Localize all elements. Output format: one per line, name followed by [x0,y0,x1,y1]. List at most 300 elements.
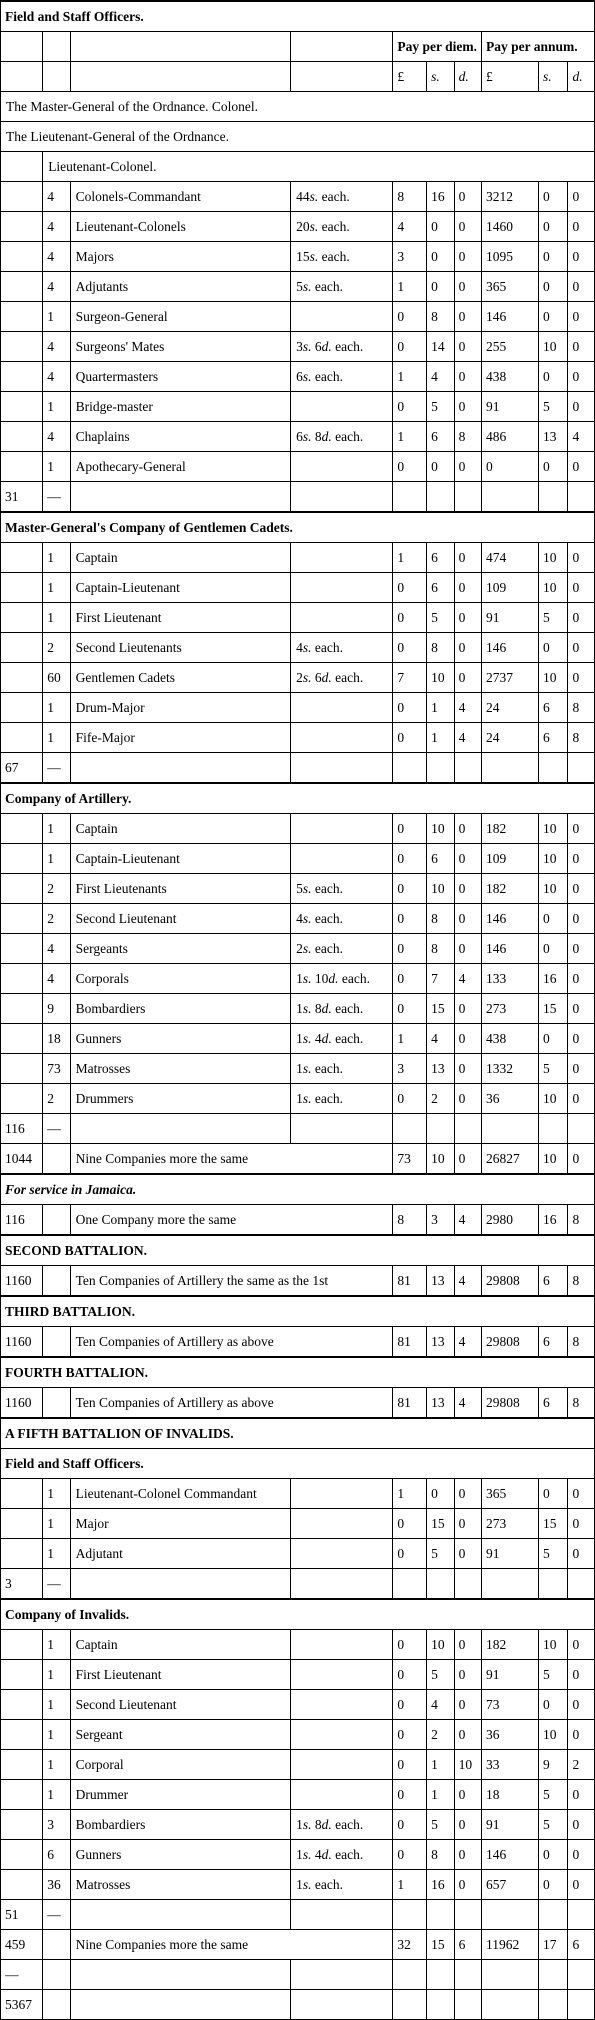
table-row [1,904,595,934]
per-diem-amount: 5 [427,1810,454,1840]
rate-part: 6 [311,669,322,685]
per-annum-amount: 5 [538,1810,568,1840]
per-annum-amount: 8 [568,1266,595,1297]
count-cell: 1 [43,1539,70,1569]
per-diem-amount: 0 [393,1509,427,1539]
table-cell [538,1960,568,1990]
rate-part: 15 [296,248,310,264]
rate-cell [291,272,393,302]
table-row [1,1509,595,1539]
rank-cell: Second Lieutenant [70,904,290,934]
rate-part: 6 [296,368,303,384]
table-row [1,1840,595,1870]
count-cell: 3 [43,1810,70,1840]
rate-cell [291,723,393,753]
rank-cell: Sergeant [70,1720,290,1750]
per-diem-amount: 6 [454,1930,481,1960]
table-cell [454,1900,481,1930]
rank-cell: Drummers [70,1084,290,1114]
rate-part: each. [311,1090,343,1106]
per-diem-amount: 2 [427,1720,454,1750]
rank-cell: Captain-Lieutenant [70,573,290,603]
table-cell [291,1960,393,1990]
per-diem-amount: 0 [454,182,481,212]
per-annum-amount: 109 [481,844,538,874]
rate-part: s. [309,218,319,234]
count-cell: 1 [43,1479,70,1509]
per-annum-amount: 0 [568,1084,595,1114]
per-annum-amount: 0 [568,1840,595,1870]
summary-text: Ten Companies of Artillery as above [70,1327,393,1358]
table-cell [1,62,43,92]
per-annum-amount: 9 [538,1750,568,1780]
table-row [1,814,595,844]
per-annum-amount: 1095 [481,242,538,272]
per-diem-amount: 0 [454,573,481,603]
rate-cell [291,1780,393,1810]
table-row [1,362,595,392]
rank-cell: Second Lieutenant [70,1690,290,1720]
table-row [1,1870,595,1900]
per-annum-amount: 10 [538,332,568,362]
per-diem-amount: 1 [393,362,427,392]
count-cell: — [43,482,70,513]
per-diem-amount: 8 [393,182,427,212]
rate-cell [291,242,393,272]
per-diem-amount: 0 [454,633,481,663]
table-cell [43,62,70,92]
per-diem-amount: 0 [454,663,481,693]
rate-part: each. [318,248,350,264]
table-row [1,543,595,573]
per-annum-amount: 10 [538,1084,568,1114]
total-cell [1,272,43,302]
per-annum-amount: 3212 [481,182,538,212]
per-diem-amount: 15 [427,994,454,1024]
total-cell [1,1750,43,1780]
section-heading-row [1,1,595,32]
per-annum-amount: 0 [568,904,595,934]
rank-cell: Lieutenant-Colonel Commandant [70,1479,290,1509]
rate-part: 5 [296,880,303,896]
total-cell: 3 [1,1569,43,1600]
per-diem-amount: 1 [427,1750,454,1780]
total-cell: 116 [1,1205,43,1236]
per-annum-amount: 0 [568,1144,595,1175]
per-diem-amount: 0 [393,1539,427,1569]
per-diem-amount: 0 [454,1024,481,1054]
per-annum-amount: 5 [538,1780,568,1810]
currency-unit: d. [568,62,595,92]
per-annum-amount: 0 [568,182,595,212]
total-cell [1,1539,43,1569]
per-diem-amount: 0 [393,1720,427,1750]
rate-part: 8 [311,428,322,444]
per-annum-amount: 273 [481,994,538,1024]
per-annum-amount: 2737 [481,663,538,693]
table-cell [481,1569,538,1600]
table-cell [70,1569,290,1600]
per-diem-amount: 8 [427,1840,454,1870]
per-annum-amount: 0 [568,1479,595,1509]
per-annum-amount: 11962 [481,1930,538,1960]
rate-part: d. [321,1000,332,1016]
per-annum-amount: 10 [538,663,568,693]
table-row [1,392,595,422]
per-diem-amount: 0 [454,1780,481,1810]
per-diem-amount: 0 [454,1660,481,1690]
total-cell: 31 [1,482,43,513]
rank-cell: First Lieutenant [70,603,290,633]
rate-part: s. [302,338,312,354]
rate-part: s. [302,428,312,444]
per-annum-amount: 10 [538,1630,568,1660]
section-heading-row [1,512,595,543]
section-heading-row [1,1296,595,1327]
summary-row [1,1266,595,1297]
rate-part: each. [331,428,364,444]
table-cell [538,1990,568,2020]
per-annum-amount: 6 [568,1930,595,1960]
rate-part: s. [302,1876,312,1892]
total-cell [1,362,43,392]
table-cell [568,1569,595,1600]
per-diem-amount: 0 [393,633,427,663]
section-heading-row [1,1174,595,1205]
rate-cell [291,964,393,994]
per-annum-amount: 24 [481,723,538,753]
count-cell: 36 [43,1870,70,1900]
table-cell [481,753,538,784]
per-diem-amount: 10 [427,814,454,844]
rate-part: each. [311,1060,343,1076]
total-cell [1,603,43,633]
table-row [1,452,595,482]
count-cell [43,1990,70,2020]
count-cell: 1 [43,1720,70,1750]
per-diem-amount: 0 [454,392,481,422]
per-annum-amount: 10 [538,1720,568,1750]
rank-cell: Captain [70,814,290,844]
total-cell [1,723,43,753]
per-diem-amount: 7 [393,663,427,693]
table-row [1,182,595,212]
table-cell [393,1960,427,1990]
per-diem-amount: 7 [427,964,454,994]
per-diem-amount: 4 [454,1266,481,1297]
table-cell [393,1900,427,1930]
rank-cell: Gunners [70,1024,290,1054]
count-cell [43,1960,70,1990]
rate-part: 2 [296,669,303,685]
rate-part: d. [321,1030,332,1046]
per-diem-amount: 15 [427,1509,454,1539]
per-diem-amount: 0 [427,452,454,482]
section-heading-row [1,1235,595,1266]
table-row [1,1720,595,1750]
total-cell: 459 [1,1930,43,1960]
per-annum-amount: 0 [538,302,568,332]
per-diem-amount: 6 [427,543,454,573]
per-diem-amount: 0 [454,362,481,392]
rate-part: 1 [296,1030,303,1046]
table-cell [538,1114,568,1144]
per-annum-amount: 15 [538,994,568,1024]
per-annum-amount: 0 [568,1810,595,1840]
per-diem-amount: 4 [454,723,481,753]
table-cell [1,32,43,62]
table-cell [454,1990,481,2020]
per-annum-amount: 73 [481,1690,538,1720]
table-cell [538,482,568,513]
per-diem-amount: 0 [393,302,427,332]
rate-part: s. [302,1816,312,1832]
rank-cell: Matrosses [70,1870,290,1900]
per-diem-amount: 1 [393,543,427,573]
total-cell [1,1810,43,1840]
currency-unit: £ [393,62,427,92]
office-row [1,152,595,182]
total-cell [1,1509,43,1539]
per-annum-amount: 4 [568,422,595,452]
section-heading: THIRD BATTALION. [1,1296,595,1327]
rate-cell [291,994,393,1024]
rate-cell [291,1810,393,1840]
summary-text: Ten Companies of Artillery the same as the 1st [70,1266,393,1297]
total-cell [1,934,43,964]
per-diem-amount: 3 [427,1205,454,1236]
per-diem-amount: 0 [393,693,427,723]
per-diem-amount: 0 [393,332,427,362]
rate-part: d. [321,1816,332,1832]
summary-row [1,1388,595,1419]
table-row [1,964,595,994]
table-cell [393,1990,427,2020]
table-row [1,573,595,603]
count-cell: 4 [43,332,70,362]
table-cell [291,753,393,784]
per-annum-amount: 0 [568,362,595,392]
total-cell [1,182,43,212]
per-annum-amount: 0 [568,1660,595,1690]
per-annum-amount: 0 [538,212,568,242]
total-cell [1,1084,43,1114]
table-row [1,603,595,633]
rank-cell: Chaplains [70,422,290,452]
per-diem-amount: 13 [427,1327,454,1358]
office-title: Lieutenant-Colonel. [43,152,595,182]
rate-part: 8 [311,1816,322,1832]
per-diem-amount: 32 [393,1930,427,1960]
count-cell: 2 [43,633,70,663]
per-annum-amount: 1332 [481,1054,538,1084]
count-cell: 4 [43,422,70,452]
table-cell [70,482,290,513]
per-annum-amount: 0 [568,242,595,272]
per-annum-amount: 0 [568,844,595,874]
rate-cell [291,874,393,904]
table-cell [291,1990,393,2020]
per-annum-amount: 5 [538,1539,568,1569]
per-annum-amount: 0 [568,1720,595,1750]
total-cell [1,1780,43,1810]
table-cell [70,32,290,62]
table-cell [291,1569,393,1600]
rate-cell [291,392,393,422]
total-cell [1,964,43,994]
per-diem-amount: 0 [454,332,481,362]
per-diem-amount: 73 [393,1144,427,1175]
per-annum-amount: 8 [568,1205,595,1236]
per-annum-amount: 438 [481,362,538,392]
total-cell: — [1,1960,43,1990]
rate-part: s. [302,1060,312,1076]
count-cell: 60 [43,663,70,693]
per-diem-amount: 3 [393,242,427,272]
per-annum-amount: 0 [568,1690,595,1720]
per-annum-amount: 255 [481,332,538,362]
per-annum-amount: 5 [538,1660,568,1690]
per-annum-amount: 36 [481,1084,538,1114]
per-annum-amount: 29808 [481,1266,538,1297]
rate-cell [291,1870,393,1900]
rate-part: each. [331,1816,364,1832]
rate-part: s. [302,1030,312,1046]
currency-unit: s. [427,62,454,92]
count-cell: 4 [43,182,70,212]
per-annum-amount: 16 [538,964,568,994]
rank-cell: Captain-Lieutenant [70,844,290,874]
table-cell [43,1144,70,1175]
per-diem-amount: 0 [393,934,427,964]
rate-part: s. [302,940,312,956]
per-diem-amount: 0 [393,1750,427,1780]
total-cell [1,633,43,663]
per-diem-amount: 0 [454,874,481,904]
per-diem-amount: 5 [427,1660,454,1690]
summary-row [1,1205,595,1236]
rank-cell: Lieutenant-Colonels [70,212,290,242]
rate-cell [291,1630,393,1660]
per-annum-amount: 0 [568,814,595,844]
subtotal-row [1,1960,595,1990]
office-title: The Lieutenant-General of the Ordnance. [1,122,595,152]
per-annum-amount: 0 [568,964,595,994]
count-cell: 2 [43,904,70,934]
per-diem-amount: 10 [427,1144,454,1175]
per-diem-amount: 0 [427,1479,454,1509]
per-annum-amount: 0 [538,1840,568,1870]
per-diem-amount: 0 [454,1690,481,1720]
per-annum-amount: 6 [538,1327,568,1358]
per-annum-amount: 0 [568,452,595,482]
total-cell [1,1054,43,1084]
table-cell [291,62,393,92]
section-heading-row [1,1599,595,1630]
count-cell: 2 [43,1084,70,1114]
table-cell [481,1990,538,2020]
per-annum-amount: 91 [481,1810,538,1840]
per-annum-amount: 0 [568,332,595,362]
table-row [1,1539,595,1569]
rate-part: s. [302,1846,312,1862]
per-diem-amount: 4 [454,1388,481,1419]
count-cell: 9 [43,994,70,1024]
per-annum-amount: 0 [568,994,595,1024]
total-cell [1,1024,43,1054]
total-cell: 1160 [1,1388,43,1419]
total-cell [1,1870,43,1900]
count-cell: 1 [43,844,70,874]
table-row [1,272,595,302]
per-diem-amount: 0 [454,1479,481,1509]
count-cell: 1 [43,1780,70,1810]
count-cell: — [43,1900,70,1930]
per-diem-amount: 6 [427,844,454,874]
per-diem-amount: 0 [454,452,481,482]
per-annum-amount: 486 [481,422,538,452]
subtotal-row [1,1114,595,1144]
count-cell: — [43,1569,70,1600]
count-cell: 1 [43,693,70,723]
per-diem-amount: 0 [454,904,481,934]
rate-part: each. [311,880,343,896]
per-annum-amount: 10 [538,573,568,603]
rate-part: 1 [296,1090,303,1106]
section-heading: Company of Artillery. [1,783,595,814]
per-annum-amount: 0 [568,1780,595,1810]
rate-part: 1 [296,1000,303,1016]
count-cell: 1 [43,723,70,753]
per-annum-amount: 0 [568,934,595,964]
rate-cell [291,302,393,332]
per-diem-amount: 0 [454,1840,481,1870]
rate-cell [291,573,393,603]
section-heading-row [1,783,595,814]
summary-row [1,1144,595,1175]
rank-cell: Adjutants [70,272,290,302]
rate-part: each. [331,338,364,354]
count-cell: 73 [43,1054,70,1084]
per-diem-amount: 8 [427,904,454,934]
table-cell [568,1960,595,1990]
table-cell [393,1569,427,1600]
rate-part: 1 [296,1846,303,1862]
rate-part: each. [331,1846,364,1862]
per-diem-amount: 0 [393,1810,427,1840]
per-diem-amount: 81 [393,1327,427,1358]
per-annum-amount: 0 [568,392,595,422]
rate-cell [291,603,393,633]
total-cell [1,392,43,422]
per-diem-amount: 0 [454,1870,481,1900]
count-cell: 1 [43,1660,70,1690]
rate-part: s. [302,970,312,986]
rate-cell [291,182,393,212]
per-diem-amount: 0 [454,934,481,964]
rate-part: s. [302,910,312,926]
table-row [1,934,595,964]
count-cell: 1 [43,392,70,422]
per-diem-amount: 0 [454,994,481,1024]
table-row [1,302,595,332]
per-annum-amount: 8 [568,1388,595,1419]
count-cell: 4 [43,362,70,392]
per-annum-amount: 182 [481,874,538,904]
table-row [1,1479,595,1509]
rate-part: each. [311,639,343,655]
table-cell [538,753,568,784]
